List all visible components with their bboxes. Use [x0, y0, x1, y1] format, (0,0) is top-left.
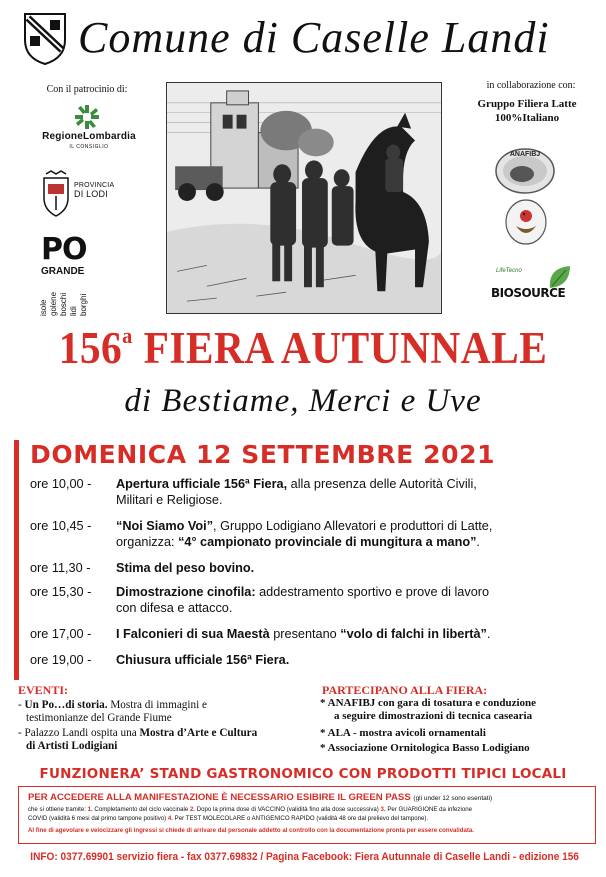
green-pass-advice: Al fine di agevolare e velocizzare gli ingressi si chiede di arrivare dal personale addetto al controllo con la documentazione pronta per essere convalidata. — [28, 827, 475, 834]
program-item — [30, 560, 600, 578]
provincia-lodi-text — [74, 181, 134, 199]
biosource-logo-text: BIOSOURCE — [491, 286, 566, 300]
events-bullet: - — [18, 699, 25, 711]
events-title: EVENTI: — [18, 683, 69, 697]
events-text: testimonianze del Grande Fiume — [26, 712, 172, 724]
program-item — [30, 518, 600, 552]
green-pass-number: 3. — [380, 806, 386, 813]
participants-line: * ALA - mostra avicoli ornamentali — [320, 727, 486, 739]
po-grande-logo-subtitle: GRANDE — [41, 266, 85, 277]
page-title: Comune di Caselle Landi — [78, 13, 550, 62]
program-continuation: con difesa e attacco. — [116, 601, 233, 615]
po-word-4: lidi — [69, 306, 78, 316]
program-time: ore 15,30 - — [30, 585, 92, 599]
green-pass-text: Per GUARIGIONE da infezione — [385, 806, 472, 813]
events-line — [18, 727, 308, 740]
program-continuation — [116, 534, 602, 550]
program-highlight: Dimostrazione cinofila: — [116, 585, 256, 599]
fair-name: FIERA AUTUNNALE — [143, 323, 548, 373]
regione-lombardia-name: RegioneLombardia — [42, 131, 136, 142]
fair-ordinal: a — [122, 323, 133, 348]
program-time: ore 19,00 - — [30, 653, 92, 667]
program-time: ore 10,45 - — [30, 519, 92, 533]
events-highlight: Un Po…di storia. — [24, 699, 108, 711]
participants-title: PARTECIPANO ALLA FIERA: — [322, 683, 488, 697]
green-pass-number: 1. — [87, 806, 93, 813]
events-highlight: di Artisti Lodigiani — [26, 740, 118, 752]
program-time: ore 17,00 - — [30, 627, 92, 641]
provincia-line2: DI LODI — [74, 189, 108, 199]
program-highlight: Stima del peso bovino. — [116, 561, 255, 575]
program-text: alla presenza delle Autorità Civili, — [287, 477, 477, 491]
green-pass-text: COVID (validità 6 mesi dal primo tampone positivo) — [28, 815, 168, 822]
program-time: ore 11,30 - — [30, 561, 91, 575]
program-highlight: “4° campionato provinciale di mungitura a mano” — [178, 535, 477, 549]
program-time: ore 10,00 - — [30, 477, 92, 491]
green-pass-text: che si ottiene tramite: — [28, 806, 88, 813]
po-grande-logo-words — [38, 280, 118, 316]
anafibj-logo — [494, 144, 556, 194]
food-stand-notice: FUNZIONERA’ STAND GASTRONOMICO CON PRODOTTI TIPICI LOCALI — [39, 766, 567, 782]
info-footer: INFO: 0377.69901 servizio fiera - fax 0377.69832 / Pagina Facebook: Fiera Autunnale di Caselle Landi - edizione 156 — [30, 851, 579, 863]
municipal-crest-icon — [22, 10, 68, 66]
green-pass-heading — [28, 792, 588, 803]
events-bullet: - — [18, 727, 25, 739]
patronage-label: Con il patrocinio di: — [46, 84, 128, 95]
green-pass-exemption: (gli under 12 sono esentati) — [413, 795, 493, 802]
events-line — [18, 699, 308, 712]
collaboration-label: in collaborazione con: — [486, 80, 576, 91]
anafibj-logo-text: ANAFIBJ — [509, 151, 541, 158]
green-pass-text: Dopo la prima dose di VACCINO (validità fino alla dose successiva) — [195, 806, 381, 813]
po-word-1: isole — [39, 299, 48, 316]
fair-title — [24, 322, 582, 374]
program-accent-bar — [14, 440, 19, 680]
program-text: organizza: — [116, 535, 179, 549]
events-text: Palazzo Landi ospita una — [24, 727, 140, 739]
green-pass-line — [28, 806, 588, 813]
gruppo-filiera-latte-line1: Gruppo Filiera Latte — [477, 98, 577, 110]
program-highlight: “volo di falchi in libertà” — [340, 627, 487, 641]
events-highlight: Mostra d’Arte e Cultura — [139, 727, 258, 739]
program-continuation: Militari e Religiose. — [116, 493, 223, 507]
participants-line: a seguire dimostrazioni di tecnica casearia — [334, 710, 533, 722]
program-item — [30, 476, 600, 510]
regione-lombardia-subtitle: IL CONSIGLIO — [69, 144, 109, 150]
program-highlight: I Falconieri di sua Maestà — [116, 627, 270, 641]
green-pass-text: Completamento del ciclo vaccinale — [92, 806, 190, 813]
program-item — [30, 652, 600, 670]
program-text: . — [486, 627, 491, 641]
po-grande-logo-title: PO — [41, 232, 87, 267]
po-word-5: borghi — [79, 293, 88, 316]
participants-line: * ANAFIBJ con gara di tosatura e conduzione — [320, 697, 537, 709]
program-text: , Gruppo Lodigiano Allevatori e produttori di Latte, — [213, 519, 493, 533]
green-pass-title: PER ACCEDERE ALLA MANIFESTAZIONE È NECESSARIO ESIBIRE IL GREEN PASS — [28, 792, 411, 803]
program-date: DOMENICA 12 SETTEMBRE 2021 — [30, 440, 496, 469]
program-highlight: Apertura ufficiale 156ª Fiera, — [116, 477, 288, 491]
green-pass-number: 4. — [167, 815, 173, 822]
ala-logo-icon — [502, 196, 550, 246]
fair-subtitle: di Bestiame, Merci e Uve — [124, 383, 482, 419]
provincia-line1: PROVINCIA — [74, 182, 115, 189]
program-item — [30, 626, 600, 644]
green-pass-text: Per TEST MOLECOLARE o ANTIGENICO RAPIDO (validità 48 ore dal prelievo del tampone). — [172, 815, 429, 822]
green-pass-number: 2. — [189, 806, 196, 813]
participants-line: * Associazione Ornitologica Basso Lodigiano — [320, 742, 530, 754]
green-pass-line — [28, 815, 588, 822]
program-highlight: Chiusura ufficiale 156ª Fiera. — [116, 653, 290, 667]
program-highlight: “Noi Siamo Voi” — [116, 519, 214, 533]
events-text: Mostra di immagini e — [107, 699, 207, 711]
po-word-3: boschi — [59, 292, 68, 316]
events-line — [18, 712, 308, 725]
program-text: presentano — [269, 627, 341, 641]
rural-fair-illustration — [166, 82, 442, 314]
program-item — [30, 584, 600, 618]
gruppo-filiera-latte-line2: 100%Italiano — [494, 112, 560, 124]
fair-number: 156 — [58, 323, 123, 373]
program-text: . — [476, 535, 480, 549]
lifetecno-label: LifeTecno — [496, 268, 522, 274]
program-text: addestramento sportivo e prove di lavoro — [255, 585, 490, 599]
events-line — [18, 740, 308, 753]
po-word-2: golene — [49, 291, 58, 316]
